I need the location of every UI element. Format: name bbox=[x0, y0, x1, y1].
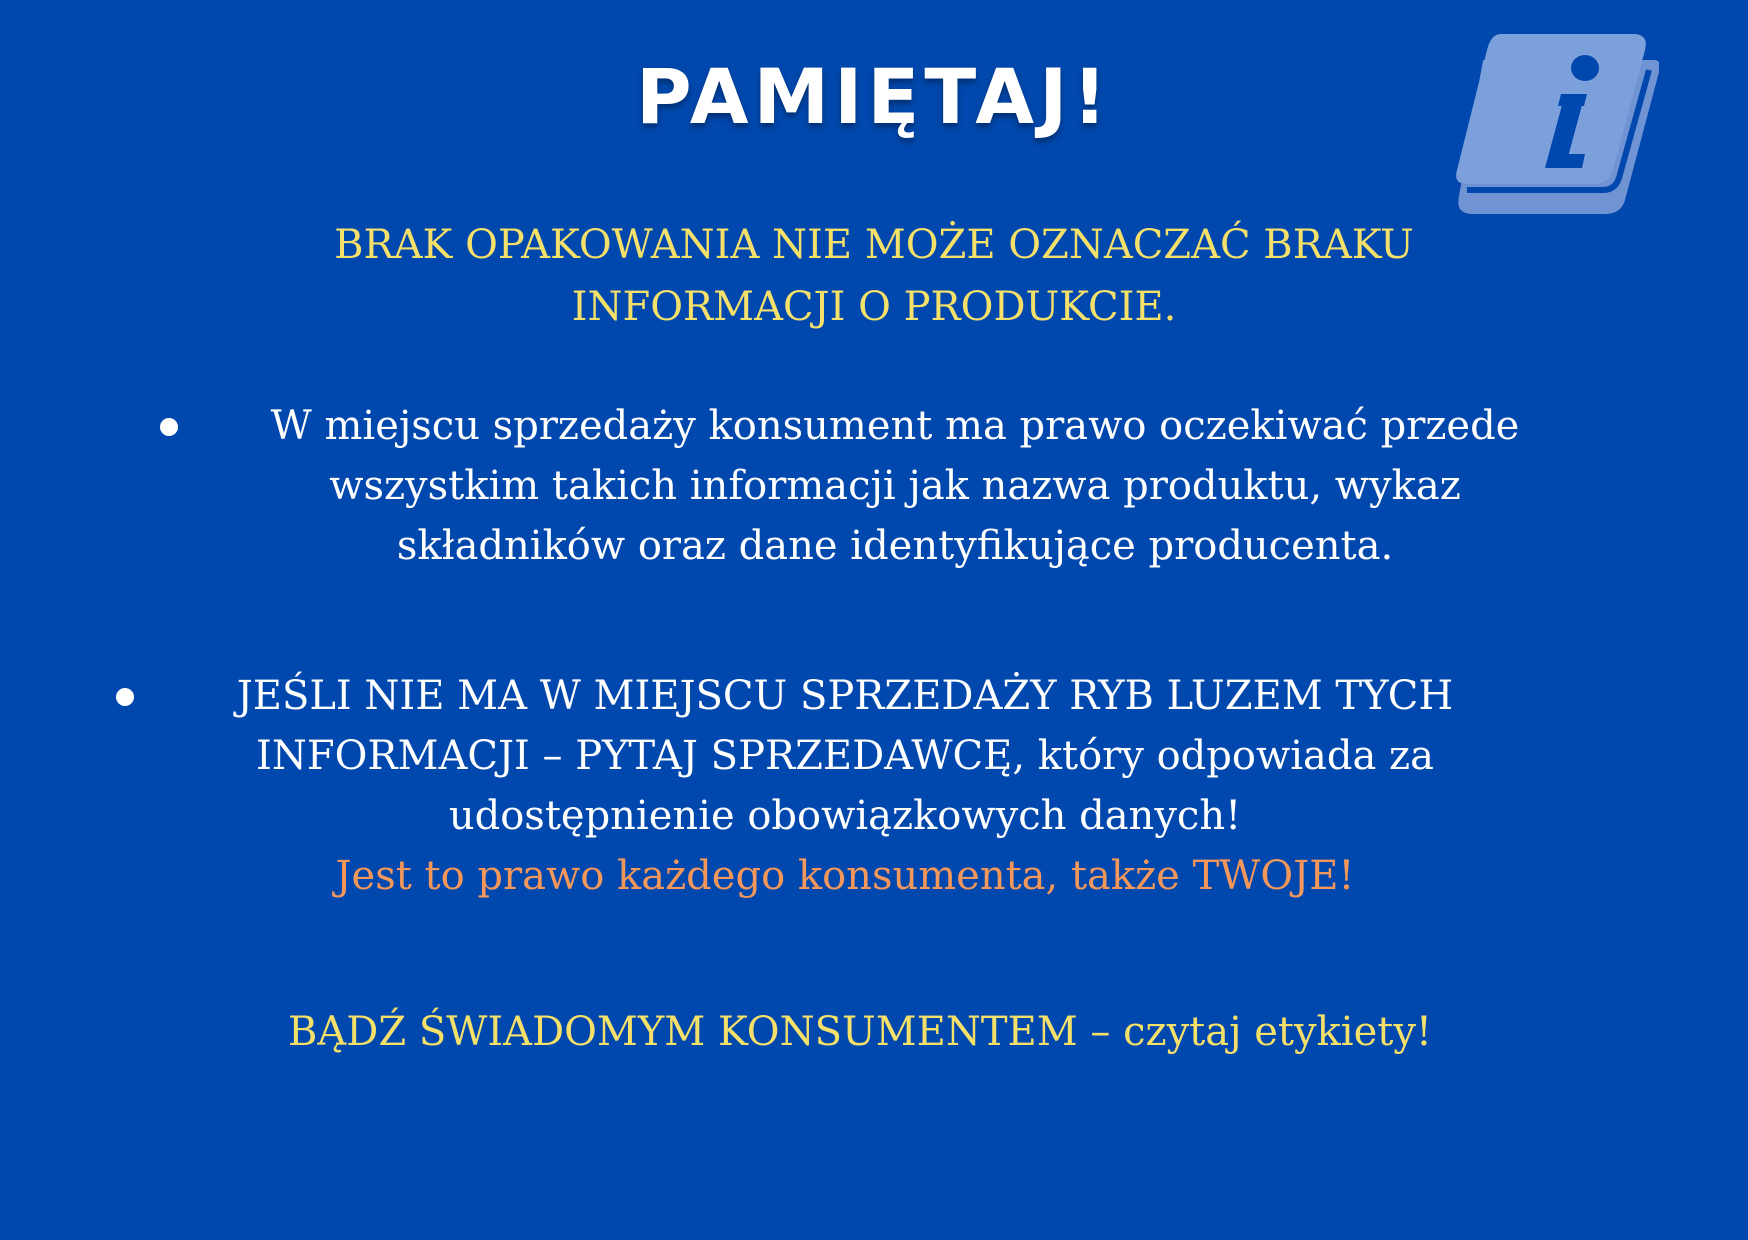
bullet-paragraph-2 bbox=[180, 666, 1510, 906]
bullet-1-line-1: W miejscu sprzedaży konsument ma prawo oczekiwać przede bbox=[270, 403, 1520, 449]
subtitle-line-2: INFORMACJI O PRODUKCIE. bbox=[571, 284, 1177, 330]
closing-slogan: BĄDŹ ŚWIADOMYM KONSUMENTEM – czytaj etykiety! bbox=[288, 1009, 1433, 1055]
bullet-2-line-3: udostępnienie obowiązkowych danych! bbox=[448, 793, 1242, 839]
bullet-2-line-1: JEŚLI NIE MA W MIEJSCU SPRZEDAŻY RYB LUZEM TYCH bbox=[236, 673, 1454, 719]
bullet-1-line-3: składników oraz dane identyfikujące producenta. bbox=[396, 523, 1394, 569]
subtitle bbox=[0, 214, 1748, 338]
subtitle-line-1: BRAK OPAKOWANIA NIE MOŻE OZNACZAĆ BRAKU bbox=[334, 222, 1414, 268]
page-title: PAMIĘTAJ! bbox=[635, 52, 1113, 141]
bullet-2-highlight: Jest to prawo każdego konsumenta, także TWOJE! bbox=[335, 853, 1355, 899]
bullet-dot-2 bbox=[116, 688, 134, 706]
bullet-2-line-2: INFORMACJI – PYTAJ SPRZEDAWCĘ, który odpowiada za bbox=[256, 733, 1434, 779]
bullet-dot-1 bbox=[160, 418, 178, 436]
bullet-paragraph-1 bbox=[220, 396, 1570, 576]
info-book-icon bbox=[1453, 30, 1659, 220]
bullet-1-line-2: wszystkim takich informacji jak nazwa produktu, wykaz bbox=[329, 463, 1461, 509]
